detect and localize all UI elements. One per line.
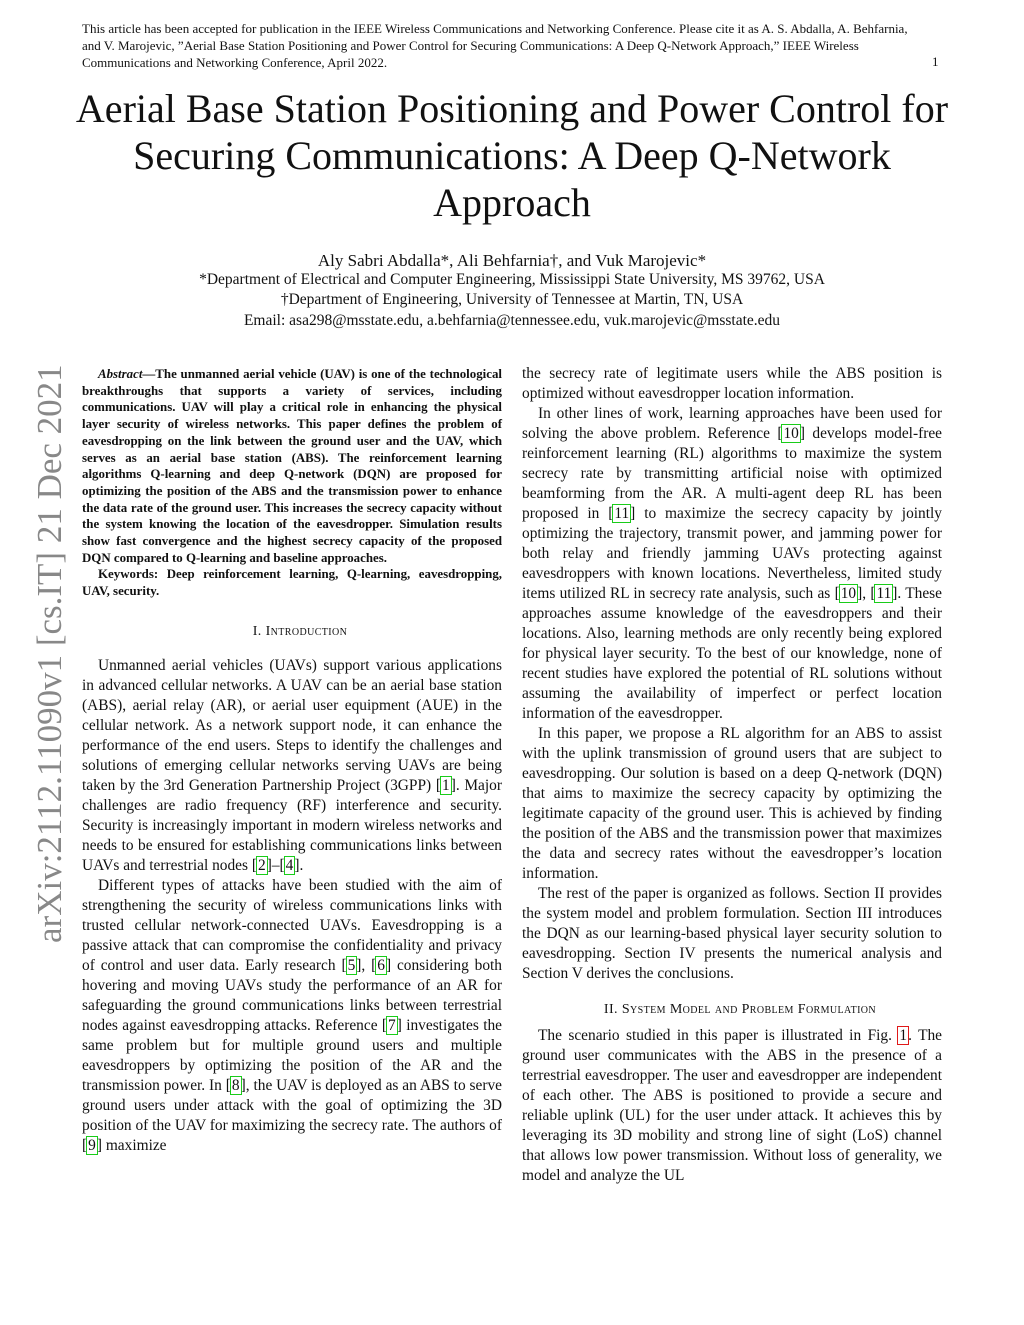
paper-title: Aerial Base Station Positioning and Power Control for Securing Communications: A Deep Q-Network Approach — [75, 86, 949, 225]
author-list: Aly Sabri Abdalla*, Ali Behfarnia†, and Vuk Marojevic* — [317, 251, 707, 270]
right-paragraph-0: the secrecy rate of legitimate users while the ABS position is optimized without eavesdropper location information. — [522, 365, 942, 402]
intro-paragraph-1: Unmanned aerial vehicles (UAVs) support various applications in advanced cellular networks. A UAV can be an aerial base station (ABS), aerial relay (AR), or aerial user equipment (AUE) in the cellular network. As a network support node, it can enhance the performance of the end users. Steps to identify the challenges and solutions of emerging cellular networks serving UAVs are being taken by the 3rd Generation Partnership Project (3GPP) [1]. Major challenges are radio frequency (RF) interference and security. Security is increasingly important in modern wireless networks and needs to be ensured for establishing communications links between UAVs and terrestrial nodes [2]–[4]. — [82, 656, 502, 874]
citation-link[interactable]: 10 — [783, 425, 799, 442]
citation-link[interactable]: 7 — [388, 1016, 396, 1034]
intro-paragraph-2: Different types of attacks have been studied with the aim of strengthening the security of wireless communications links with trusted cellular network-connected UAVs. Eavesdropping is a passive attack that can compromise the confidentiality and privacy of control and user data. Early research [5], [6] considering both hovering and moving UAVs study the performance of an AR for safeguarding the ground communications links between terrestrial nodes against eavesdropping attacks. Reference [7] investigates the same problem but for multiple ground users and multiple eavesdroppers by optimizing the position of the AR and the transmission power. In [8], the UAV is deployed as an ABS to serve ground users under attack with the goal of optimizing the 3D position of the UAV for maximizing the secrecy rate. The authors of [9] maximize — [82, 876, 502, 1154]
citation-link[interactable]: 9 — [88, 1136, 96, 1154]
keywords: Keywords: Deep reinforcement learning, Q-learning, eavesdropping, UAV, security. — [82, 567, 502, 599]
page-number: 1 — [932, 54, 939, 69]
right-paragraph-4: The scenario studied in this paper is illustrated in Fig. 1. The ground user communicates with the ABS in the presence of a terrestrial eavesdropper. The user and eavesdropper are independent of each other. The ABS is positioned to provide a secure and reliable uplink (UL) for the user under attack. It achieves this by leveraging its 3D mobility and strong line of sight (LoS) channel that allows low power transmission. Without loss of generality, we model and analyze the UL — [522, 1027, 942, 1184]
right-column — [522, 364, 942, 1186]
abstract-label: Abstract — [98, 367, 143, 381]
citation-link[interactable]: 6 — [377, 956, 385, 974]
abstract-text: —The unmanned aerial vehicle (UAV) is one of the technological breakthroughs that supports a variety of services, including communications. UAV will play a critical role in enhancing the physical layer security of wireless networks. This paper defines the problem of eavesdropping on the link between the ground user and the UAV, which serves as an aerial base station (ABS). The reinforcement learning algorithms Q-learning and deep Q-network (DQN) are proposed for optimizing the position of the ABS and the transmission power to enhance the data rate of the ground user. This increases the secrecy capacity without the system knowing the location of the eavesdropper. Simulation results show fast convergence and the highest secrecy capacity of the proposed DQN compared to Q-learning and baseline approaches. — [82, 367, 502, 565]
section-heading-introduction: I. Introduction — [252, 623, 348, 639]
abstract — [82, 366, 502, 566]
citation-link[interactable]: 11 — [876, 585, 892, 602]
citation-link[interactable]: 5 — [347, 956, 356, 974]
citation-link[interactable]: 2 — [257, 856, 266, 874]
right-paragraph-2: In this paper, we propose a RL algorithm for an ABS to assist with the uplink transmission of ground users that are subject to eavesdropping. Our solution is based on a deep Q-network (DQN) that aims to maximize the secrecy capacity by optimizing the legitimate capacity of the ground user. This is achieved by finding the position of the ABS and the transmission power that maximizes the data and secrecy rates without the eavesdropper’s location information. — [522, 725, 942, 882]
right-paragraph-3: The rest of the paper is organized as follows. Section II provides the system model and problem formulation. Section III introduces the DQN as our learning-based physical layer security solution to eavesdropping. Section IV presents the numerical analysis and Section V derives the conclusions. — [522, 885, 942, 982]
citation-link[interactable]: 11 — [614, 505, 630, 522]
publication-notice: This article has been accepted for publication in the IEEE Wireless Communications and Networking Conference. Please cite it as A. S. Abdalla, A. Behfarnia, and V. Marojevic, ”Aerial Base Station Positioning and Power Control for Securing Communications: A Deep Q-Network Approach,” IEEE Wireless Communications and Networking Conference, April 2022. — [82, 21, 908, 70]
affiliation-2: †Department of Engineering, University of Tennessee at Martin, TN, USA — [280, 291, 744, 308]
section-heading-system-model: II. System Model and Problem Formulation — [603, 1002, 877, 1017]
figure-link[interactable]: 1 — [899, 1027, 908, 1044]
left-column — [82, 366, 502, 1156]
affiliation-1: *Department of Electrical and Computer Engineering, Mississippi State University, MS 39762, USA — [199, 271, 825, 288]
citation-link[interactable]: 8 — [231, 1076, 240, 1094]
arxiv-identifier[interactable]: arXiv:2112.11090v1 [cs.IT] 21 Dec 2021 — [30, 364, 69, 943]
email-line: Email: asa298@msstate.edu, a.behfarnia@tennessee.edu, vuk.marojevic@msstate.edu — [243, 312, 781, 329]
right-paragraph-1: In other lines of work, learning approaches have been used for solving the above problem. Reference [10] develops model-free reinforcement learning (RL) algorithms to maximize the system secrecy rate by transmitting artificial noise with optimized beamforming from the AR. A multi-agent deep RL has been proposed in [11] to maximize the secrecy capacity by jointly optimizing the trajectory, transmit power, and jamming power for both relay and friendly jamming UAVs protecting against eavesdroppers with known locations. Nevertheless, limited study items utilized RL in secrecy rate analysis, such as [10], [11]. These approaches assume knowledge of the eavesdroppers and their locations. Also, learning methods are only recently being explored for physical layer security. To the best of our knowledge, none of recent studies have explored the potential of RL solutions without assuming the availability of imperfect or perfect location information of the eavesdropper. — [522, 405, 942, 722]
citation-link[interactable]: 1 — [441, 776, 450, 794]
citation-link[interactable]: 10 — [840, 585, 857, 602]
citation-link[interactable]: 4 — [285, 856, 294, 874]
